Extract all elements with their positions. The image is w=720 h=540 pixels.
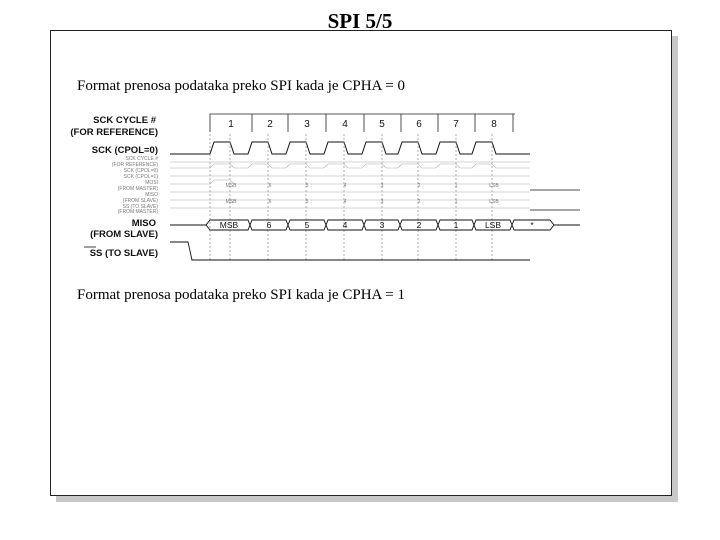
miso-bit-4: 4 <box>342 220 348 230</box>
svg-text:MSB: MSB <box>225 183 237 189</box>
miso-bit-3: 3 <box>379 220 385 230</box>
svg-text:MSB: MSB <box>225 199 237 205</box>
ghost-bit-row <box>226 183 500 205</box>
cycle-7: 7 <box>453 119 459 130</box>
svg-text:6: 6 <box>268 183 272 189</box>
miso-bit-1: 1 <box>453 220 459 230</box>
miso-bit-lsb: LSB <box>484 220 502 230</box>
ghost-label-2: SCK (CPOL=0) <box>123 168 158 174</box>
cycle-5: 5 <box>379 119 385 130</box>
svg-text:LSB: LSB <box>489 183 499 189</box>
label-sck-cycle: SCK CYCLE # <box>93 115 156 126</box>
label-for-reference: (FOR REFERENCE) <box>70 127 158 138</box>
svg-text:3: 3 <box>380 199 384 205</box>
cycle-4: 4 <box>342 119 348 130</box>
label-miso: MISO <box>131 218 156 229</box>
svg-text:3: 3 <box>380 183 384 189</box>
label-from-slave: (FROM SLAVE) <box>90 229 158 240</box>
svg-text:1: 1 <box>454 199 458 205</box>
cycle-8: 8 <box>491 119 497 130</box>
miso-bit-2: 2 <box>416 220 422 230</box>
svg-text:4: 4 <box>343 199 347 205</box>
svg-text:2: 2 <box>417 199 421 205</box>
ghost-label-7: (FROM SLAVE) <box>122 198 158 204</box>
ghost-label-3: SCK (CPOL=1) <box>123 174 158 180</box>
svg-text:2: 2 <box>417 183 421 189</box>
spi-timing-diagram <box>60 110 580 270</box>
ss-waveform <box>170 242 530 260</box>
sck-waveform <box>170 142 530 154</box>
svg-text:5: 5 <box>305 183 309 189</box>
slide-title: SPI 5/5 <box>327 9 393 33</box>
label-ss-to-slave: SS (TO SLAVE) <box>89 248 158 259</box>
ghost-label-0: SCK CYCLE # <box>125 156 158 162</box>
svg-text:5: 5 <box>305 199 309 205</box>
sample-guides <box>210 134 492 260</box>
miso-bit-undefined: * <box>530 220 534 230</box>
cycle-3: 3 <box>304 119 310 130</box>
ghost-label-1: (FOR REFERENCE) <box>111 162 158 168</box>
svg-text:1: 1 <box>454 183 458 189</box>
svg-text:4: 4 <box>343 183 347 189</box>
ghost-label-8: SS (TO SLAVE) <box>122 204 158 210</box>
label-from-master-partial: (FROM MASTER) <box>117 209 158 215</box>
svg-text:6: 6 <box>268 199 272 205</box>
caption-cpha0: Format prenosa podataka preko SPI kada je CPHA = 0 <box>77 78 405 94</box>
svg-text:LSB: LSB <box>489 199 499 205</box>
cycle-2: 2 <box>267 119 273 130</box>
cycle-6: 6 <box>416 119 422 130</box>
ghost-waveforms <box>170 162 530 208</box>
ghost-label-5: (FROM MASTER) <box>117 186 158 192</box>
miso-bit-msb: MSB <box>219 220 239 230</box>
ghost-label-6: MISO <box>145 192 158 198</box>
ghost-label-4: MOSI <box>145 180 158 186</box>
caption-cpha1: Format prenosa podataka preko SPI kada je CPHA = 1 <box>77 287 405 303</box>
miso-bit-5: 5 <box>304 220 310 230</box>
label-sck-cpol0: SCK (CPOL=0) <box>91 145 158 156</box>
miso-bit-6: 6 <box>266 220 272 230</box>
cycle-1: 1 <box>228 119 234 130</box>
